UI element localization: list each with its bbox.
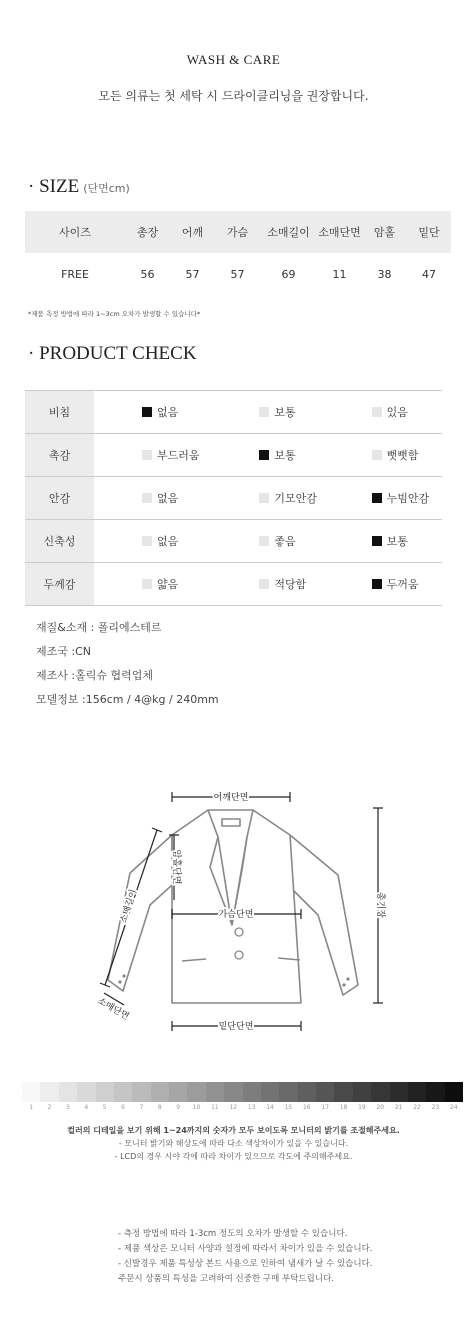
check-option xyxy=(212,563,329,605)
size-heading xyxy=(28,176,130,198)
size-value-cell: 57 xyxy=(185,267,200,281)
check-option xyxy=(330,563,442,605)
gradient-number: 8 xyxy=(157,1104,162,1111)
wash-care-title: WASH & CARE xyxy=(186,52,281,67)
gradient-number: 18 xyxy=(339,1104,348,1111)
size-note: *제품 측정 방법에 따라 1~3cm 오차가 발생할 수 있습니다* xyxy=(28,310,201,318)
size-value-cell: 57 xyxy=(230,267,245,281)
unchecked-box-icon xyxy=(142,450,152,460)
gradient-swatch xyxy=(371,1082,389,1102)
monitor-note-1: 컬러의 디테일을 보기 위해 1~24까지의 숫자가 모두 보이도록 모니터의 밝기를 조절해주세요. xyxy=(67,1126,400,1135)
size-header-cell: 사이즈 xyxy=(59,226,91,239)
gradient-number: 4 xyxy=(84,1104,89,1111)
gradient-number: 20 xyxy=(376,1104,385,1111)
checked-box-icon xyxy=(372,493,382,503)
measure-note-1: - 측정 방법에 따라 1-3cm 정도의 오차가 발생할 수 있습니다. xyxy=(118,1229,348,1239)
unchecked-box-icon xyxy=(259,407,269,417)
gradient-swatch xyxy=(279,1082,297,1102)
size-header-cell: 총장 xyxy=(136,226,159,239)
label-total-length: 총기장 xyxy=(375,891,385,919)
gradient-number: 5 xyxy=(102,1104,107,1111)
wash-care-subtitle: 모든 의류는 첫 세탁 시 드라이클리닝을 권장합니다. xyxy=(98,89,369,103)
size-value-cell: 56 xyxy=(140,267,155,281)
info-model: 모델정보 :156cm / 4@kg / 240mm xyxy=(36,693,219,706)
size-value-cell: 11 xyxy=(332,267,347,281)
check-label: 안감 xyxy=(25,477,94,519)
brightness-gradient-numbers xyxy=(22,1104,463,1111)
check-option xyxy=(212,520,329,562)
label-shoulder: 어깨단면 xyxy=(213,793,249,803)
check-option-text: 부드러움 xyxy=(157,449,200,462)
check-option-text: 뻣뻣함 xyxy=(386,449,419,462)
size-unit: (단면cm) xyxy=(83,182,130,195)
monitor-notes xyxy=(0,1124,467,1163)
check-label: 두께감 xyxy=(25,563,94,605)
gradient-swatch xyxy=(169,1082,187,1102)
gradient-number: 24 xyxy=(449,1104,458,1111)
measure-note-3: - 신발경우 제품 특성상 본드 사용으로 인하여 냄새가 날 수 있습니다. xyxy=(118,1259,373,1269)
unchecked-box-icon xyxy=(259,579,269,589)
gradient-swatch xyxy=(132,1082,150,1102)
measurement-notes xyxy=(118,1227,373,1287)
unchecked-box-icon xyxy=(142,493,152,503)
gradient-number: 14 xyxy=(266,1104,274,1111)
size-value-cell: 47 xyxy=(422,267,436,281)
gradient-number: 11 xyxy=(211,1104,219,1111)
gradient-number: 23 xyxy=(431,1104,440,1111)
gradient-swatch xyxy=(151,1082,169,1102)
check-option xyxy=(330,520,442,562)
check-option-text: 기모안감 xyxy=(274,492,317,505)
product-check-table xyxy=(25,390,442,606)
check-option-text: 얇음 xyxy=(157,578,179,591)
check-option-text: 없음 xyxy=(157,535,179,548)
checked-box-icon xyxy=(372,579,382,589)
gradient-number: 19 xyxy=(358,1104,366,1111)
check-row xyxy=(25,477,442,520)
check-option-text: 보통 xyxy=(274,449,296,462)
gradient-number: 10 xyxy=(192,1104,201,1111)
jacket-size-diagram xyxy=(90,775,390,1045)
gradient-number: 22 xyxy=(413,1104,421,1111)
size-value-cell: FREE xyxy=(61,267,89,281)
brightness-gradient xyxy=(22,1082,463,1102)
measure-note-4: 주문시 상품의 특성을 고려하여 신중한 구매 부탁드립니다. xyxy=(118,1274,334,1284)
gradient-number: 7 xyxy=(139,1104,144,1111)
monitor-note-2: - 모니터 밝기와 해상도에 따라 다소 색상차이가 있을 수 있습니다. xyxy=(118,1139,349,1148)
gradient-number: 3 xyxy=(66,1104,70,1111)
check-option-text: 누빔안감 xyxy=(386,492,430,505)
unchecked-box-icon xyxy=(372,450,382,460)
size-header-cell: 어깨 xyxy=(181,226,204,239)
gradient-swatch xyxy=(187,1082,205,1102)
check-option-text: 좋음 xyxy=(274,535,296,548)
check-row xyxy=(25,391,442,434)
check-option-text: 없음 xyxy=(157,406,179,419)
check-option xyxy=(212,391,329,433)
gradient-swatch xyxy=(40,1082,58,1102)
unchecked-box-icon xyxy=(142,579,152,589)
gradient-swatch xyxy=(390,1082,408,1102)
check-option xyxy=(94,477,212,519)
label-sleeve-width: 소매단면 xyxy=(95,996,131,1023)
check-option xyxy=(330,391,442,433)
gradient-number: 16 xyxy=(302,1104,311,1111)
gradient-swatch xyxy=(114,1082,132,1102)
unchecked-box-icon xyxy=(259,536,269,546)
unchecked-box-icon xyxy=(372,407,382,417)
label-armhole: 암홀단면 xyxy=(171,849,181,885)
gradient-number: 15 xyxy=(284,1104,293,1111)
size-heading-text: · SIZE xyxy=(28,176,80,197)
size-table-row xyxy=(25,253,451,295)
label-hem: 밑단단면 xyxy=(218,1022,254,1032)
size-value-cell: 69 xyxy=(281,267,296,281)
size-table-header xyxy=(25,211,451,253)
check-option xyxy=(330,477,442,519)
check-option xyxy=(94,434,212,476)
check-option-text: 보통 xyxy=(386,535,408,548)
measure-note-2: - 제품 색상은 모니터 사양과 설정에 따라서 차이가 있을 수 있습니다. xyxy=(118,1244,373,1254)
info-maker: 제조사 :홀릭슈 협력업체 xyxy=(36,669,153,682)
check-row xyxy=(25,520,442,563)
check-option xyxy=(94,520,212,562)
product-check-heading: · PRODUCT CHECK xyxy=(28,343,197,364)
gradient-number: 2 xyxy=(47,1104,52,1111)
unchecked-box-icon xyxy=(142,536,152,546)
gradient-number: 21 xyxy=(394,1104,403,1111)
gradient-swatch xyxy=(22,1082,40,1102)
check-option-text: 두꺼움 xyxy=(386,578,419,591)
size-header-cell: 소매단면 xyxy=(318,226,361,239)
gradient-swatch xyxy=(261,1082,279,1102)
label-chest: 가슴단면 xyxy=(218,910,254,920)
checked-box-icon xyxy=(372,536,382,546)
gradient-swatch xyxy=(59,1082,77,1102)
size-header-cell: 암홀 xyxy=(373,226,396,239)
check-row xyxy=(25,434,442,477)
gradient-number: 6 xyxy=(121,1104,125,1111)
gradient-number: 13 xyxy=(247,1104,256,1111)
check-label: 촉감 xyxy=(25,434,94,476)
check-label: 신축성 xyxy=(25,520,94,562)
size-header-cell: 밑단 xyxy=(418,226,440,239)
checked-box-icon xyxy=(142,407,152,417)
gradient-swatch xyxy=(77,1082,95,1102)
check-option-text: 있음 xyxy=(386,406,408,419)
check-option xyxy=(212,434,329,476)
gradient-swatch xyxy=(96,1082,114,1102)
gradient-number: 17 xyxy=(321,1104,329,1111)
monitor-note-3: - LCD의 경우 시야 각에 따라 차이가 있으므로 각도에 주의해주세요. xyxy=(114,1152,353,1161)
size-table xyxy=(25,211,451,295)
check-label: 비침 xyxy=(25,391,94,433)
gradient-number: 1 xyxy=(29,1104,34,1111)
gradient-swatch xyxy=(334,1082,352,1102)
check-option xyxy=(94,391,212,433)
gradient-number: 12 xyxy=(229,1104,238,1111)
check-option xyxy=(94,563,212,605)
check-option xyxy=(212,477,329,519)
check-option-text: 보통 xyxy=(274,406,296,419)
gradient-swatch xyxy=(224,1082,242,1102)
check-row xyxy=(25,563,442,606)
size-header-cell: 소매길이 xyxy=(267,226,310,239)
check-option-text: 없음 xyxy=(157,492,179,505)
label-sleeve-length: 소매길이 xyxy=(118,888,140,925)
check-option xyxy=(330,434,442,476)
gradient-number: 9 xyxy=(176,1104,181,1111)
gradient-swatch xyxy=(426,1082,444,1102)
gradient-swatch xyxy=(243,1082,261,1102)
gradient-swatch xyxy=(316,1082,334,1102)
gradient-swatch xyxy=(298,1082,316,1102)
check-option-text: 적당함 xyxy=(274,578,307,591)
checked-box-icon xyxy=(259,450,269,460)
unchecked-box-icon xyxy=(259,493,269,503)
info-material: 재질&소재 : 폴리에스테르 xyxy=(36,621,162,634)
gradient-swatch xyxy=(445,1082,463,1102)
size-value-cell: 38 xyxy=(377,267,392,281)
info-country: 제조국 :CN xyxy=(36,645,91,658)
gradient-swatch xyxy=(206,1082,224,1102)
gradient-swatch xyxy=(353,1082,371,1102)
gradient-swatch xyxy=(408,1082,426,1102)
size-header-cell: 가슴 xyxy=(226,226,249,239)
